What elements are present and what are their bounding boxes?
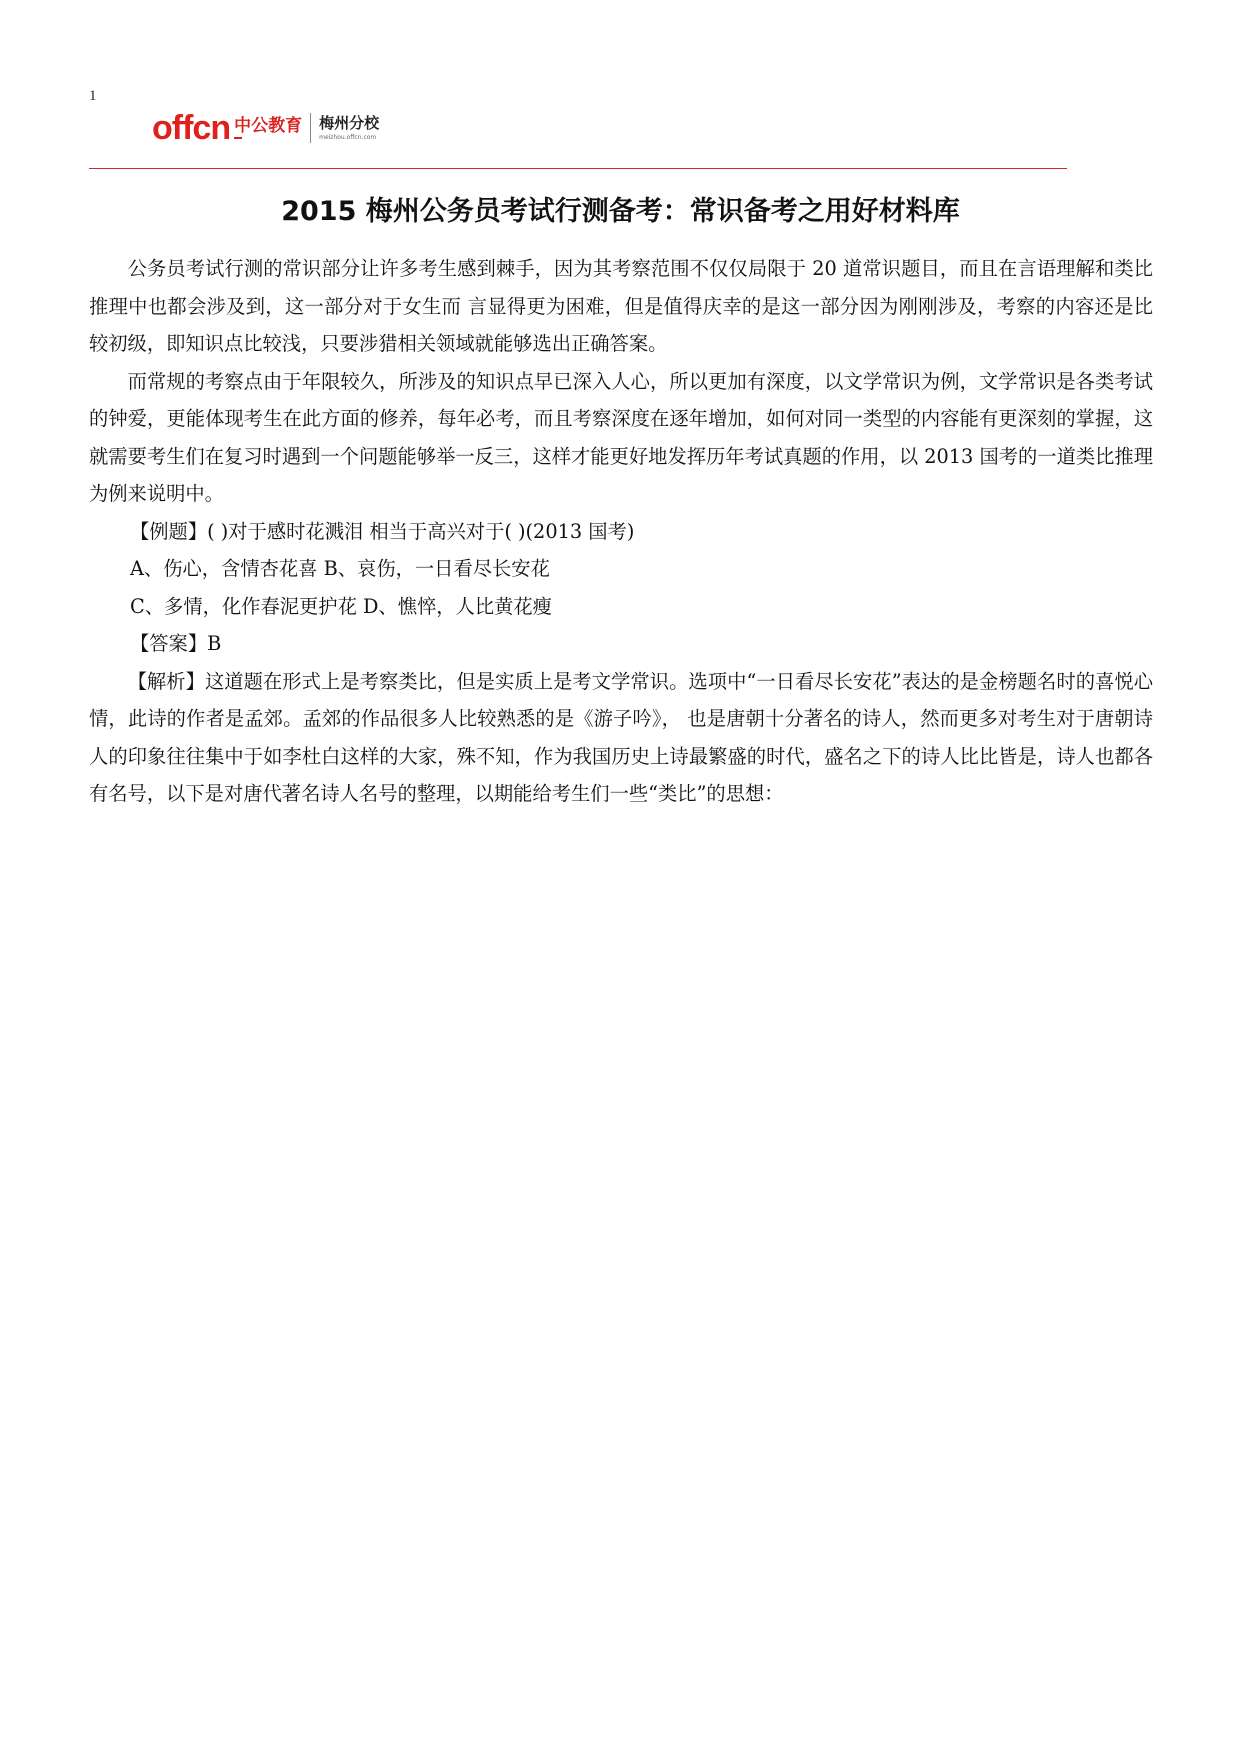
example-answer: 【答案】B	[130, 632, 222, 655]
example-question: 【例题】( )对于感时花溅泪 相当于高兴对于( )(2013 国考)	[130, 519, 635, 543]
logo-branch: 梅州分校	[319, 113, 380, 132]
document-body	[89, 250, 1153, 813]
body-paragraph-2: 而常规的考察点由于年限较久，所涉及的知识点早已深入人心，所以更加有深度，以文学常识为例，文学常识是各类考试的钟爱，更能体现考生在此方面的修养，每年必考，而且考察深度在逐年增加，如何对同一类型的内容能有更深刻的掌握，这就需要考生们在复习时遇到一个问题能够举一反三，这样才能更好地发挥历年考试真题的作用，以 2013 国考的一道类比推理为例来说明中。	[89, 369, 1153, 505]
logo-brand-cn: 中公教育	[234, 115, 303, 136]
logo-brand-text: offcn	[152, 109, 231, 147]
page-number: 1	[89, 88, 97, 104]
logo-separator	[310, 113, 311, 143]
example-analysis: 【解析】这道题在形式上是考察类比，但是实质上是考文学常识。选项中“一日看尽长安花”表达的是金榜题名时的喜悦心情，此诗的作者是孟郊。孟郊的作品很多人比较熟悉的是《游子吟》， 也是唐朝十分著名的诗人，然而更多对考生对于唐朝诗人的印象往往集中于如李杜白这样的大家，殊不知，作为我国历史上诗最繁盛的时代，盛名之下的诗人比比皆是，诗人也都各有名号，以下是对唐代著名诗人名号的整理，以期能给考生们一些“类比”的思想：	[89, 669, 1153, 805]
header-divider	[89, 168, 1067, 169]
offcn-logo	[152, 106, 379, 150]
logo-tagline	[234, 137, 242, 139]
logo-url: meizhou.offcn.com	[319, 134, 377, 142]
example-options-cd: C、多情，化作春泥更护花 D、憔悴，人比黄花瘦	[130, 594, 552, 618]
logo-branch-block	[319, 115, 379, 142]
document-title: 2015 梅州公务员考试行测备考：常识备考之用好材料库	[281, 196, 960, 227]
logo-cn-block	[234, 117, 302, 140]
example-options-ab: A、伤心，含情杏花喜 B、哀伤，一日看尽长安花	[130, 557, 550, 580]
body-paragraph-1: 公务员考试行测的常识部分让许多考生感到棘手，因为其考察范围不仅仅局限于 20 道常识题目，而且在言语理解和类比推理中也都会涉及到，这一部分对于女生而 言显得更为困难，但是值得庆幸的是这一部分因为刚刚涉及，考察的内容还是比较初级，即知识点比较浅，只要涉猎相关领域就能够选出正确答案。	[89, 257, 1153, 355]
